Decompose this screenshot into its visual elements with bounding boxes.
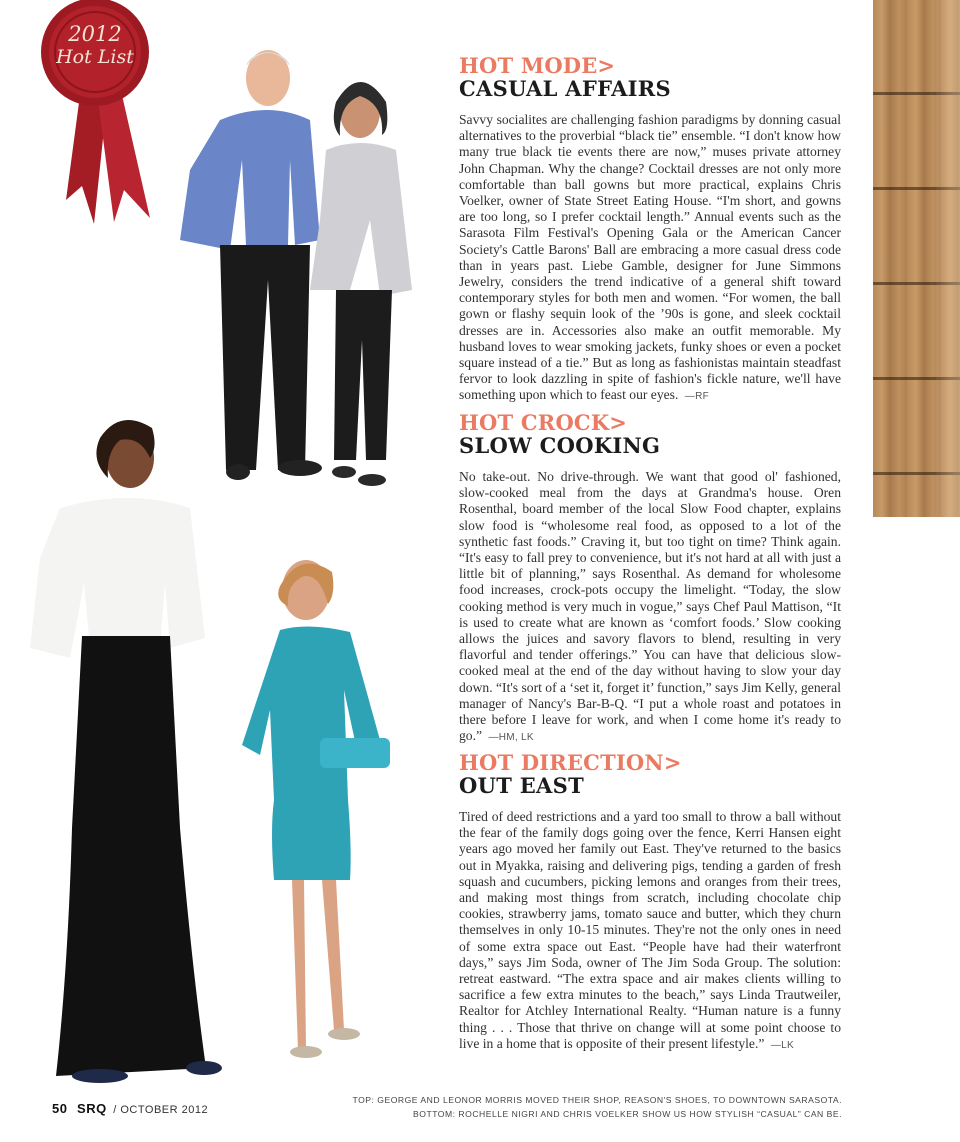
caption-bottom: BOTTOM: ROCHELLE NIGRI AND CHRIS VOELKER SHOW US HOW STYLISH “CASUAL” CAN BE. bbox=[413, 1109, 842, 1119]
photo-woman-turquoise bbox=[240, 550, 400, 1070]
standing-woman-turquoise-photo bbox=[240, 550, 400, 1070]
seal-label: Hot List bbox=[56, 46, 134, 68]
article-casual-affairs bbox=[459, 55, 841, 406]
article-slow-cooking bbox=[459, 412, 841, 746]
article-body: Savvy socialites are challenging fashion paradigms by donning casual alternatives to the proverbial “black tie” ensemble. “I don't know how many true black tie events there are now,” muses private attorney John Chapman. Why the change? Cocktail dresses are not only more comfortable than ball gowns but more practical, explains Chris Voelker, owner of State Street Eating House. “I'm short, and gowns are too long, so I prefer cocktail length.” Annual events such as the Sarasota Film Festival's Opening Gala or the American Cancer Society's Cattle Barons' Ball are embracing a more casual dress code than in years past. Liebe Gamble, designer for June Simmons Jewelry, considers the trend indicative of a general shift toward contemporary styles for both men and women. “For women, the ball gown or flashy sequin look of the ’90s is gone, and sleek cocktail dresses are in. Accessories also make an outfit memorable. My husband loves to wear smoking jackets, funky shoes or even a pocket square instead of a tie.” But as long as fashionistas maintain steadfast fervor to look dazzling in spite of fashion's fickle nature, we'll have something upon which to feast our eyes. —RF bbox=[459, 112, 841, 403]
article-body: Tired of deed restrictions and a yard too small to throw a ball without the fear of the family dogs going over the fence, Kerri Hansen eight years ago moved her family out East. They've returned to the basics out in Myakka, raising and delivering pigs, tending a garden of fresh squash and cucumbers, picking lemons and oranges from their trees, and making most things from scratch, including chocolate chip cookies, strawberry jams, tomato sauce and butter, which they churn themselves in only 10-15 minutes. They're not the only ones in need of some extra space out East. “People have had their waterfront days,” says Jim Soda, owner of The Jim Soda Group. The solution: retreat eastward. “The extra space and air makes clients willing to sacrifice a few extra minutes to the beach,” says Linda Trautweiler, Realtor for Atchley International Realty. “Human nature is a funny thing . . . Those that thrive on change will at some point choose to live in a home that is opposite of their present lifestyle.” —LK bbox=[459, 809, 841, 1051]
article-headline: CASUAL AFFAIRS bbox=[459, 76, 672, 101]
seal-year: 2012 bbox=[68, 22, 122, 46]
issue-date: / OCTOBER 2012 bbox=[113, 1104, 209, 1116]
article-body: No take-out. No drive-through. We want that good ol' fashioned, slow-cooked meal from the days at Grandma's house. Oren Rosenthal, board member of the local Slow Food chapter, explains slow food is “wholesome real food, as opposed to a lot of the synthetic fast foods.” Craving it, but too tight on time? Think again. “It's easy to fall prey to convenience, but it's not hard at all with just a little bit of planning,” says Rosenthal. As demand for wholesome food increases, crock-pots occupy the limelight. “Today, the slow cooking method is very much in vogue,” says Chef Paul Mattison, “It is used to create what are known as ‘comfort foods.’ Slow cooking allows the juices and savory flavors to blend, resulting in very flavorful and tender offerings.” You can have that delicious slow-cooked meal at the end of the day without having to slow your day down. “It's sort of a ‘set it, forget it’ function,” says Jim Kelly, general manager of Nancy's Bar-B-Q. “I put a whole roast and potatoes in there before I leave for work, and when I come home it's ready to go.” —HM, LK bbox=[459, 469, 841, 744]
page-number: 50 bbox=[52, 1101, 68, 1116]
article-kicker: HOT DIRECTION> bbox=[459, 750, 682, 775]
hot-list-seal bbox=[36, 0, 154, 230]
page-folio bbox=[52, 1101, 208, 1116]
photo-caption bbox=[353, 1093, 843, 1121]
article-headline: OUT EAST bbox=[459, 773, 585, 798]
photo-woman-black-skirt bbox=[20, 408, 240, 1088]
article-byline: —HM, LK bbox=[488, 732, 534, 744]
article-byline: —RF bbox=[684, 391, 709, 403]
standing-woman-photo bbox=[20, 408, 240, 1088]
magazine-name: SRQ bbox=[77, 1101, 107, 1116]
caption-top: TOP: GEORGE AND LEONOR MORRIS MOVED THEIR SHOP, REASON'S SHOES, TO DOWNTOWN SARASOTA. bbox=[352, 1095, 842, 1105]
article-kicker: HOT CROCK> bbox=[459, 410, 628, 435]
wood-panel-photo bbox=[873, 0, 960, 517]
article-out-east bbox=[459, 752, 841, 1054]
article-headline: SLOW COOKING bbox=[459, 433, 661, 458]
article-kicker: HOT MODE> bbox=[459, 53, 616, 78]
article-byline: —LK bbox=[770, 1039, 794, 1051]
